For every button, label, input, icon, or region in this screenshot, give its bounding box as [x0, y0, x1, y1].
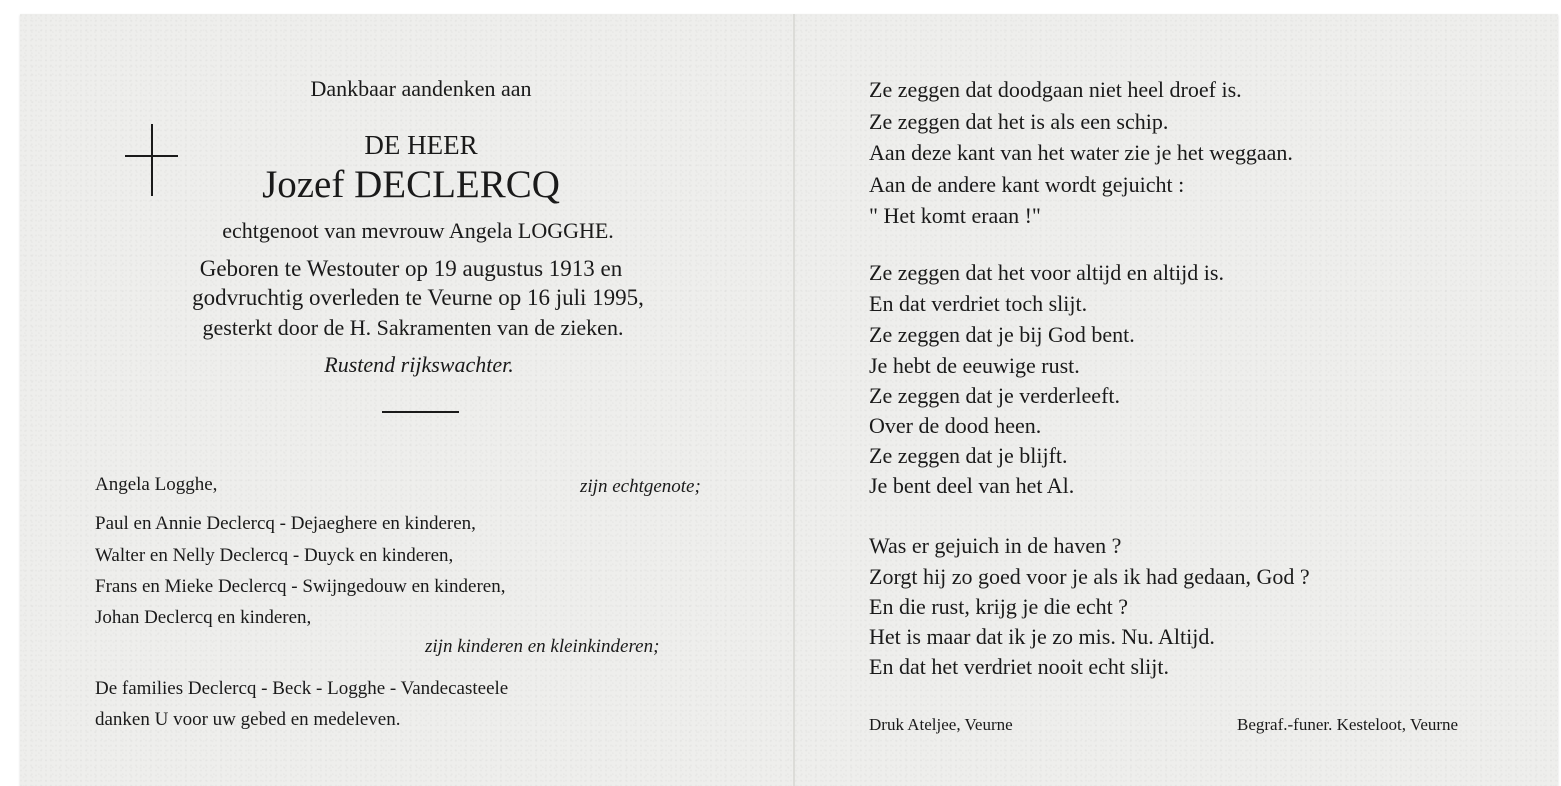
poem-line: Was er gejuich in de haven ?	[869, 533, 1122, 558]
poem-line: Aan de andere kant wordt gejuicht :	[869, 172, 1185, 197]
poem-line: Over de dood heen.	[869, 413, 1042, 438]
intro-text: Dankbaar aandenken aan	[310, 76, 532, 101]
death-line: godvruchtig overleden te Veurne op 16 juli 1995,	[192, 285, 644, 310]
funeral-home-credit: Begraf.-funer. Kesteloot, Veurne	[1237, 715, 1459, 734]
poem-line: Ze zeggen dat je blijft.	[869, 443, 1068, 468]
deceased-name: Jozef DECLERCQ	[262, 163, 560, 206]
poem-line: En dat het verdriet nooit echt slijt.	[869, 654, 1169, 679]
thanks-line: danken U voor uw gebed en medeleven.	[95, 709, 401, 730]
poem-line: Zorgt hij zo goed voor je als ik had gedaan, God ?	[869, 564, 1310, 589]
poem-line: Ze zeggen dat het voor altijd en altijd is.	[869, 260, 1224, 285]
sacraments-line: gesterkt door de H. Sakramenten van de zieken.	[202, 315, 624, 340]
spouse-role: zijn echtgenote;	[580, 476, 701, 497]
poem-line: Ze zeggen dat het is als een schip.	[869, 109, 1169, 134]
child-line: Johan Declercq en kinderen,	[95, 607, 312, 628]
poem-line: Ze zeggen dat je bij God bent.	[869, 322, 1135, 347]
poem-line: Ze zeggen dat doodgaan niet heel droef is.	[869, 77, 1242, 102]
printer-credit: Druk Ateljee, Veurne	[869, 715, 1013, 734]
children-role: zijn kinderen en kleinkinderen;	[425, 636, 660, 657]
child-line: Walter en Nelly Declercq - Duyck en kinderen,	[95, 545, 454, 566]
poem-line: Het is maar dat ik je zo mis. Nu. Altijd.	[869, 624, 1215, 649]
child-line: Frans en Mieke Declercq - Swijngedouw en kinderen,	[95, 576, 506, 597]
families-line: De families Declercq - Beck - Logghe - Vandecasteele	[95, 678, 509, 699]
birth-line: Geboren te Westouter op 19 augustus 1913 en	[199, 256, 623, 281]
spouse-line: echtgenoot van mevrouw Angela LOGGHE.	[222, 218, 614, 243]
poem-line: Je bent deel van het Al.	[869, 473, 1075, 498]
title-text: DE HEER	[364, 130, 478, 160]
spouse-name: Angela Logghe,	[95, 474, 218, 495]
occupation-text: Rustend rijkswachter.	[324, 352, 514, 377]
poem-line: " Het komt eraan !"	[869, 203, 1041, 228]
poem-line: Ze zeggen dat je verderleeft.	[869, 383, 1121, 408]
poem-line: Aan deze kant van het water zie je het weggaan.	[869, 140, 1293, 165]
poem-line: En dat verdriet toch slijt.	[869, 291, 1088, 316]
child-line: Paul en Annie Declercq - Dejaeghere en kinderen,	[95, 513, 476, 534]
poem-line: En die rust, krijg je die echt ?	[869, 594, 1129, 619]
poem-line: Je hebt de eeuwige rust.	[869, 353, 1080, 378]
